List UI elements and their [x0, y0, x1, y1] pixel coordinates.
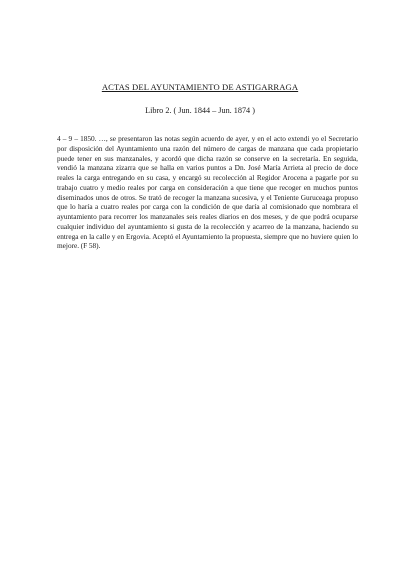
document-title — [0, 82, 400, 93]
document-title-text: ACTAS DEL AYUNTAMIENTO DE ASTIGARRAGA — [101, 82, 299, 92]
document-body — [57, 134, 358, 251]
body-paragraph: 4 – 9 – 1850. …, se presentaron las notas según acuerdo de ayer, y en el acto extendi yo el Secretario por disposición del Ayuntamiento una razón del número de cargas de manzana que cada propietario puede tener en sus manzanales, y acordó que dicha razón se conserve en la secretaría. En seguida, vendió la manzana zizarra que se halla en varios puntos a Dn. José María Arrieta al precio de doce reales la carga entregando en su casa, y encargó su recolección al Regidor Arocena a pagarle por su trabajo cuatro y medio reales por carga en consideración a que tiene que recoger en muchos puntos diseminados unos de otros. Se trató de recoger la manzana sucesiva, y el Teniente Guruceaga propuso que lo haría a cuatro reales por carga con la condición de que daría al comisionado que nombrara el ayuntamiento para recorrer los manzanales seis reales diarios en dos meses, y de que podrá ocuparse cualquier individuo del ayuntamiento si gusta de la recolección y acarreo de la manzana, haciendo su entrega en la calle y en Ergovia. Aceptó el Ayuntamiento la propuesta, siempre que no huviere quien lo mejore. (F 58). — [57, 134, 358, 251]
document-subtitle: Libro 2. ( Jun. 1844 – Jun. 1874 ) — [145, 106, 255, 115]
